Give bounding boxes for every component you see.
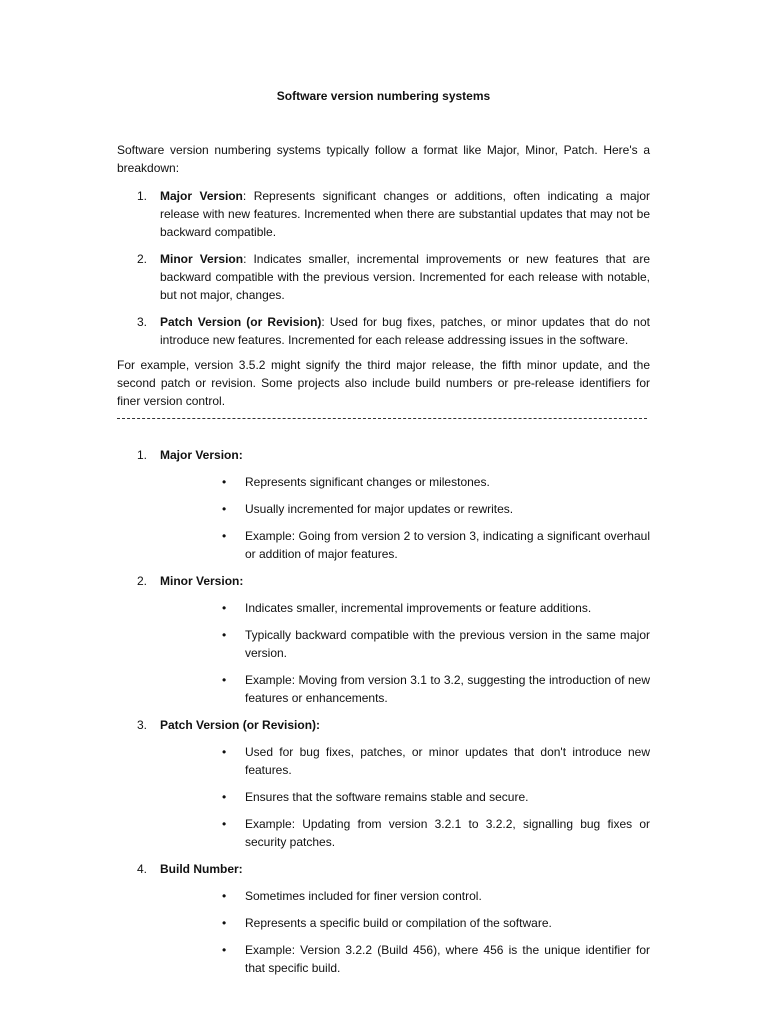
list-number: 4. xyxy=(137,862,148,876)
bullet-text: Usually incremented for major updates or rewrites. xyxy=(245,502,514,516)
bullet-item xyxy=(160,743,650,779)
bullet-icon: • xyxy=(222,475,227,489)
bullet-text: Example: Version 3.2.2 (Build 456), where 456 is the unique identifier for that specific build. xyxy=(245,943,650,975)
list-number: 1. xyxy=(137,448,148,462)
bullet-list xyxy=(160,473,650,563)
list-term: Major Version xyxy=(160,189,243,203)
list-item xyxy=(117,716,650,851)
list-item xyxy=(117,250,650,304)
list-number: 3. xyxy=(137,718,148,732)
bullet-item xyxy=(160,626,650,662)
bullet-icon: • xyxy=(222,943,227,957)
list-text: : Represents significant changes or additions, often indicating a major release with new features. Incremented when there are substantial updates that may not be backward compatible. xyxy=(160,189,650,239)
document-title: Software version numbering systems xyxy=(276,89,491,103)
list-number: 2. xyxy=(137,252,148,266)
bullet-text: Used for bug fixes, patches, or minor updates that don't introduce new features. xyxy=(245,745,650,777)
list-item xyxy=(117,446,650,563)
bullet-text: Example: Going from version 2 to version 3, indicating a significant overhaul or addition of major features. xyxy=(245,529,650,561)
bullet-item xyxy=(160,671,650,707)
bullet-text: Sometimes included for finer version control. xyxy=(245,889,482,903)
bullet-list xyxy=(160,743,650,851)
list-item xyxy=(117,860,650,977)
bullet-icon: • xyxy=(222,673,227,687)
bullet-icon: • xyxy=(222,601,227,615)
bullet-text: Indicates smaller, incremental improvements or feature additions. xyxy=(245,601,592,615)
summary-list xyxy=(117,187,650,358)
bullet-list xyxy=(160,887,650,977)
bullet-icon: • xyxy=(222,502,227,516)
bullet-icon: • xyxy=(222,745,227,759)
bullet-icon: • xyxy=(222,628,227,642)
bullet-item xyxy=(160,887,650,905)
list-number: 3. xyxy=(137,315,148,329)
bullet-item xyxy=(160,941,650,977)
bullet-icon: • xyxy=(222,529,227,543)
section-heading: Minor Version: xyxy=(160,574,244,588)
section-heading: Build Number: xyxy=(160,862,243,876)
bullet-item xyxy=(160,914,650,932)
list-item xyxy=(117,187,650,241)
list-term: Minor Version xyxy=(160,252,244,266)
list-item xyxy=(117,313,650,349)
section-heading: Major Version: xyxy=(160,448,243,462)
bullet-icon: • xyxy=(222,889,227,903)
bullet-text: Represents a specific build or compilation of the software. xyxy=(245,916,552,930)
dashed-divider xyxy=(117,418,647,419)
list-text: : Indicates smaller, incremental improvements or new features that are backward compatible with the previous version. Incremented for each release with notable, but not major, changes. xyxy=(160,252,650,302)
intro-paragraph: Software version numbering systems typically follow a format like Major, Minor, Patch. Here's a breakdown: xyxy=(117,143,650,175)
example-paragraph: For example, version 3.5.2 might signify the third major release, the fifth minor update, and the second patch or revision. Some projects also include build numbers or pre-release identifiers for finer version control. xyxy=(117,358,650,408)
bullet-item xyxy=(160,473,650,491)
bullet-item xyxy=(160,815,650,851)
list-term: Patch Version (or Revision) xyxy=(160,315,322,329)
section-heading: Patch Version (or Revision): xyxy=(160,718,321,732)
bullet-item xyxy=(160,788,650,806)
bullet-text: Represents significant changes or milestones. xyxy=(245,475,490,489)
bullet-text: Example: Moving from version 3.1 to 3.2, suggesting the introduction of new features or enhancements. xyxy=(245,673,650,705)
bullet-text: Ensures that the software remains stable and secure. xyxy=(245,790,529,804)
detail-list xyxy=(117,446,650,986)
list-number: 1. xyxy=(137,189,148,203)
list-text: : Used for bug fixes, patches, or minor updates that do not introduce new features. Incremented for each release addressing issues in the software. xyxy=(160,315,650,347)
bullet-list xyxy=(160,599,650,707)
list-item xyxy=(117,572,650,707)
list-number: 2. xyxy=(137,574,148,588)
bullet-item xyxy=(160,500,650,518)
bullet-icon: • xyxy=(222,790,227,804)
bullet-item xyxy=(160,527,650,563)
bullet-icon: • xyxy=(222,817,227,831)
bullet-text: Typically backward compatible with the previous version in the same major version. xyxy=(245,628,650,660)
bullet-icon: • xyxy=(222,916,227,930)
bullet-item xyxy=(160,599,650,617)
bullet-text: Example: Updating from version 3.2.1 to 3.2.2, signalling bug fixes or security patches. xyxy=(245,817,650,849)
